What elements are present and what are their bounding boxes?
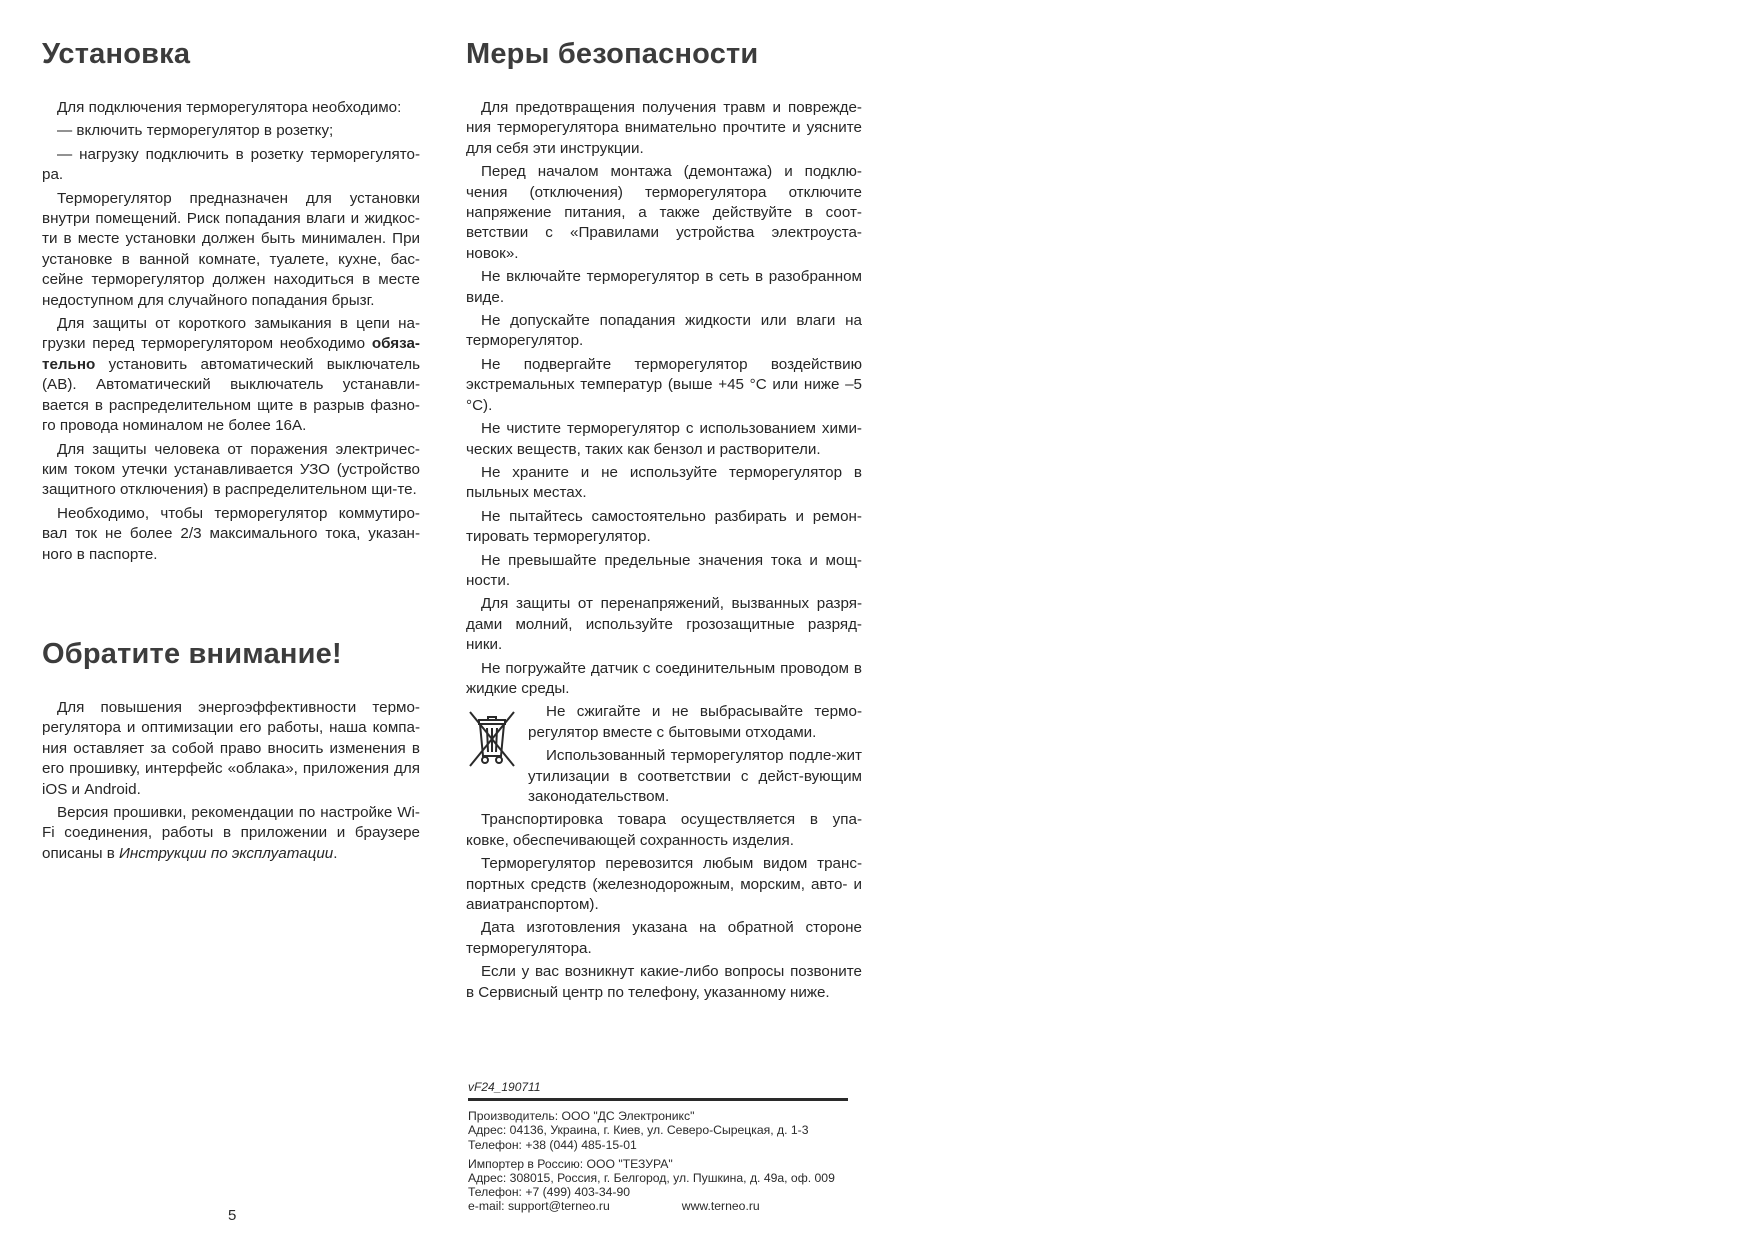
footer-divider	[468, 1098, 848, 1101]
disposal-block	[466, 702, 862, 807]
installation-text	[42, 98, 420, 565]
text-span: Версия прошивки, рекомендации по настройке Wi-Fi соединения, работы в приложении и браузере описаны в	[42, 803, 420, 862]
paragraph: Для защиты от перенапряжений, вызванных разря-дами молний, используйте грозозащитные разряд-ники.	[466, 595, 862, 654]
manufacturer-name: Производитель: ООО "ДС Электроникс"	[468, 1109, 695, 1124]
imprint-footer	[468, 1080, 848, 1219]
paragraph	[42, 314, 420, 436]
crossed-out-wheelie-bin-icon	[466, 708, 518, 770]
paragraph: Для защиты человека от поражения электричес-ким током утечки устанавливается УЗО (устройство защитного отключения) в распределительном щи-те.	[42, 440, 420, 499]
manufacturer-phone: Телефон: +38 (044) 485-15-01	[468, 1137, 637, 1152]
safety-heading: Меры безопасности	[466, 38, 759, 70]
text-span: Для защиты от короткого замыкания в цепи на-грузки перед терморегулятором необходимо	[42, 315, 420, 353]
text-span: .	[333, 844, 338, 862]
paragraph: Для подключения терморегулятора необходимо:	[57, 99, 402, 116]
bold-emphasis: обяза-тельно	[42, 335, 420, 373]
paragraph: Использованный терморегулятор подле-жит утилизации в соответствии с дейст-вующим законодательством.	[528, 747, 862, 805]
attention-heading: Обратите внимание!	[42, 637, 342, 670]
paragraph: Для повышения энергоэффективности термо-регулятора и оптимизации его работы, наша компа-ния оставляет за собой право вносить изменения в его прошивку, интерфейс «облака», приложения для iOS и Android.	[42, 698, 420, 798]
paragraph: Транспортировка товара осуществляется в упа-ковке, обеспечивающей сохранность изделия.	[466, 811, 862, 849]
importer-phone: Телефон: +7 (499) 403-34-90	[468, 1185, 631, 1200]
version-code: vF24_190711	[468, 1080, 541, 1094]
paragraph: Терморегулятор предназначен для установки внутри помещений. Риск попадания влаги и жидкос-ти в месте установки должен быть минимален. При установке в ванной комнате, туалете, кухне, бас-сейне терморегулятор должен находиться в месте недоступном для случайного попадания брызг.	[42, 189, 420, 309]
paragraph: Терморегулятор перевозится любым видом транс-портных средств (железнодорожным, морским, авто- и авиатранспортом).	[466, 855, 862, 914]
paragraph: Не сжигайте и не выбрасывайте термо-регулятор вместе с бытовыми отходами.	[528, 703, 862, 741]
safety-text	[466, 98, 862, 1003]
paragraph: Не превышайте предельные значения тока и мощ-ности.	[466, 551, 862, 589]
importer-info	[468, 1157, 848, 1214]
left-column	[42, 38, 420, 867]
paragraph: Для предотвращения получения травм и поврежде-ния терморегулятора внимательно прочтите и уясните для себя эти инструкции.	[466, 99, 862, 157]
paragraph: Если у вас возникнут какие-либо вопросы позвоните в Сервисный центр по телефону, указанному ниже.	[466, 963, 862, 1001]
paragraph: Перед началом монтажа (демонтажа) и подклю-чения (отключения) терморегулятора отключите напряжение питания, а также действуйте в соот-ветствии с «Правилами устройства электроуста-новок».	[466, 163, 862, 262]
paragraph: Не подвергайте терморегулятор воздействию экстремальных температур (выше +45 °С или ниже –5 °С).	[466, 355, 862, 414]
list-item: — нагрузку подключить в розетку терморегулято-ра.	[42, 145, 420, 184]
text-span: установить автоматический выключатель (АВ). Автоматический выключатель устанавли-вается в распределительном щите в разрыв фазно-го провода номиналом не более 16А.	[42, 355, 420, 435]
paragraph: Не чистите терморегулятор с использованием хими-ческих веществ, таких как бензол и растворители.	[466, 420, 862, 458]
installation-heading: Установка	[42, 38, 191, 70]
website-link[interactable]: www.terneo.ru	[681, 1199, 760, 1214]
importer-name: Импортер в Россию: ООО "ТЕЗУРА"	[468, 1156, 673, 1171]
email-link[interactable]: e-mail: support@terneo.ru	[468, 1199, 610, 1214]
manual-reference: Инструкции по эксплуатации	[119, 844, 334, 862]
paragraph: Не пытайтесь самостоятельно разбирать и ремон-тировать терморегулятор.	[466, 507, 862, 546]
paragraph: Не храните и не используйте терморегулятор в пыльных местах.	[466, 463, 862, 502]
paragraph: Не погружайте датчик с соединительным проводом в жидкие среды.	[466, 659, 862, 697]
paragraph: Не допускайте попадания жидкости или влаги на терморегулятор.	[466, 312, 862, 350]
attention-text	[42, 698, 420, 864]
manufacturer-info	[468, 1109, 848, 1152]
list-item: — включить терморегулятор в розетку;	[57, 122, 334, 140]
paragraph	[42, 803, 420, 864]
page-number: 5	[228, 1207, 237, 1224]
manufacturer-address: Адрес: 04136, Украина, г. Киев, ул. Северо-Сырецкая, д. 1-3	[468, 1123, 809, 1138]
contact-line	[468, 1199, 848, 1213]
paragraph: Не включайте терморегулятор в сеть в разобранном виде.	[466, 268, 862, 306]
paragraph: Необходимо, чтобы терморегулятор коммутиро-вал ток не более 2/3 максимального тока, указан-ного в паспорте.	[42, 504, 420, 563]
right-column	[466, 38, 862, 1006]
paragraph: Дата изготовления указана на обратной стороне терморегулятора.	[466, 919, 862, 957]
importer-address: Адрес: 308015, Россия, г. Белгород, ул. Пушкина, д. 49а, оф. 009	[468, 1171, 835, 1186]
